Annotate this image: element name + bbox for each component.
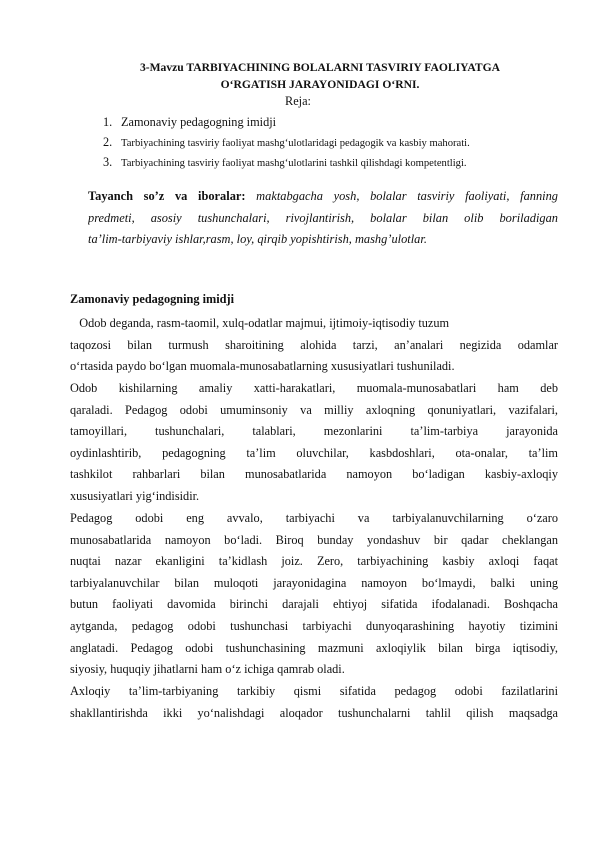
paragraph-line: o‘rtasida paydo bo‘lgan muomala-munosabatlarning xususiyatlari tushuniladi. — [70, 359, 455, 374]
plan-item — [103, 152, 470, 172]
paragraph-line: taqozosi bilan turmush sharoitining alohida tarzi, an’analari negizida odamlar — [70, 337, 558, 352]
document-title — [60, 59, 580, 93]
key-terms-text: predmeti, asosiy tushunchalari, rivojlantirish, bolalar bilan olib boriladigan — [88, 210, 558, 225]
paragraph — [70, 681, 558, 724]
plan-item — [103, 112, 470, 132]
paragraph-line: aytganda, pedagog odobi tushunchasi tarbiyachi dunyoqarashining hayotiy tizimini — [70, 618, 558, 633]
paragraph-line: anglatadi. Pedagog odobi tushunchasining mazmuni axloqiylik bilan birga iqtisodiy, — [70, 640, 558, 655]
plan-list — [103, 112, 470, 172]
plan-item-number: 2. — [103, 135, 113, 149]
paragraph — [70, 313, 558, 378]
section-heading: Zamonaviy pedagogning imidji — [70, 292, 234, 306]
paragraph-line: siyosiy, huquqiy jihatlarni ham o‘z ichiga qamrab oladi. — [70, 662, 345, 677]
key-terms-line — [88, 229, 558, 251]
key-terms-label: Tayanch so’z va iboralar: — [88, 189, 246, 203]
paragraph-line: qaraladi. Pedagog odobi umuminsoniy va milliy axloqning qonuniyatlari, vazifalari, — [70, 402, 558, 417]
key-terms-text: ta’lim-tarbiyaviy ishlar,rasm, loy, qirqib yopishtirish, mashg’ulotlar. — [88, 232, 427, 247]
paragraph — [70, 378, 558, 508]
paragraph-line: tashkilot rahbarlari bilan munosabatlarida namoyon bo‘ladigan kasbiy-axloqiy — [70, 467, 558, 482]
paragraph-line: butun faoliyati davomida birinchi darajali ehtiyoj sifatida ifodalanadi. Boshqacha — [70, 597, 558, 612]
title-line-2: O‘RGATISH JARAYONIDAGI O‘RNI. — [220, 78, 420, 91]
paragraph — [70, 508, 558, 681]
paragraph-line: oydinlashtirib, pedagogning ta’lim oluvchilar, kasbdoshlari, ota-onalar, ta’lim — [70, 445, 558, 460]
plan-item-number: 1. — [103, 115, 113, 129]
paragraph-line: shakllantirishda ikki yo‘nalishdagi aloqador tushunchalarni tahlil qilish maqsadga — [70, 705, 558, 720]
paragraph-line: tamoyillari, tushunchalari, talablari, mezonlarini ta’lim-tarbiya jarayonida — [70, 424, 558, 439]
plan-item-text: Tarbiyachining tasviriy faoliyat mashg‘ulotlarini tashkil qilishdagi kompetentligi. — [121, 158, 467, 169]
paragraph-line: Pedagog odobi eng avvalo, tarbiyachi va tarbiyalanuvchilarning o‘zaro — [70, 511, 558, 525]
paragraph-line: tarbiyalanuvchilar bilan muloqoti jarayonidagina namoyon bo‘lmaydi, balki uning — [70, 575, 558, 590]
paragraph-line: Odob kishilarning amaliy xatti-harakatlari, muomala-munosabatlari ham deb — [70, 381, 558, 395]
paragraph-line: Axloqiy ta’lim-tarbiyaning tarkibiy qismi sifatida pedagog odobi fazilatlarini — [70, 684, 558, 698]
plan-item-number: 3. — [103, 155, 113, 169]
paragraph-line: nuqtai nazar ekanligini ta’kidlash joiz. Zero, tarbiyachining kasbiy axloqi faqat — [70, 554, 558, 569]
key-terms — [88, 186, 558, 251]
paragraph-line: Odob deganda, rasm-taomil, xulq-odatlar majmui, ijtimoiy-iqtisodiy tuzum — [70, 316, 450, 330]
plan-item-text: Tarbiyachining tasviriy faoliyat mashg‘ulotlaridagi pedagogik va kasbiy mahorati. — [121, 138, 470, 149]
paragraph-line: munosabatlarida namoyon bo‘ladi. Biroq bunday yondashuv bir qadar cheklangan — [70, 532, 558, 547]
key-terms-line — [88, 186, 558, 208]
key-terms-line — [88, 208, 558, 230]
plan-item — [103, 132, 470, 152]
paragraph-line: xususiyatlari yig‘indisidir. — [70, 488, 200, 503]
plan-heading: Reja: — [285, 94, 311, 108]
key-terms-text: maktabgacha yosh, bolalar tasviriy faoliyati, fanning — [245, 189, 558, 203]
title-line-1: 3-Mavzu TARBIYACHINING BOLALARNI TASVIRIY FAOLIYATGA — [139, 61, 501, 74]
plan-item-text: Zamonaviy pedagogning imidji — [121, 115, 277, 129]
